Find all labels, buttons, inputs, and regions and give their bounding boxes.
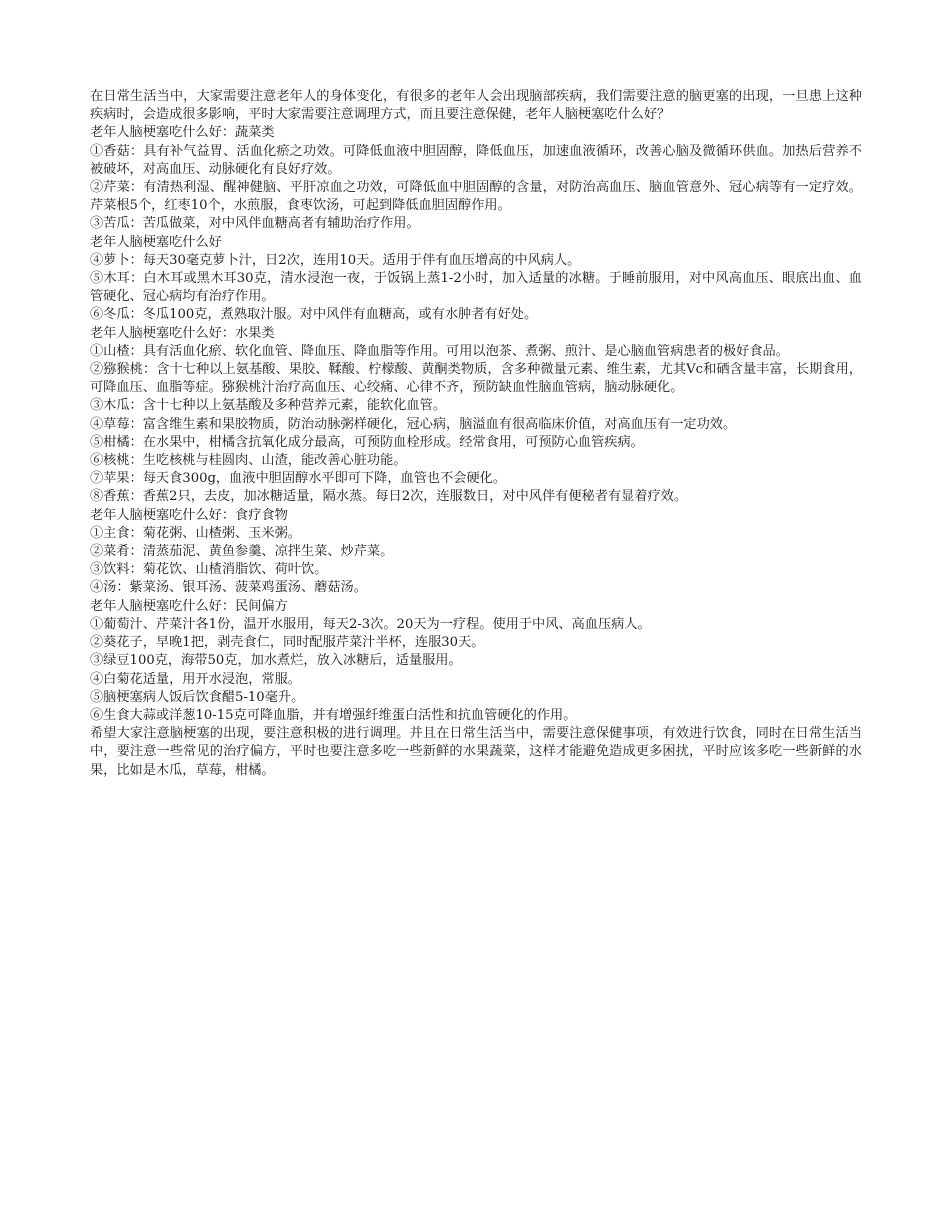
section-heading-diet-therapy: 老年人脑梗塞吃什么好：食疗食物 bbox=[90, 507, 288, 523]
list-item: ⑥冬瓜：冬瓜100克，煮熟取汁服。对中风伴有血糖高，或有水肿者有好处。 bbox=[90, 307, 538, 323]
list-item: ⑤木耳：白木耳或黑木耳30克，清水浸泡一夜，于饭锅上蒸1-2小时，加入适量的冰糖。于睡前服用，对中风高血压、眼底出血、血管硬化、冠心病均有治疗作用。 bbox=[90, 271, 862, 305]
intro-paragraph: 在日常生活当中，大家需要注意老年人的身体变化，有很多的老年人会出现脑部疾病，我们需要注意的脑更塞的出现，一旦患上这种疾病时，会造成很多影响，平时大家需要注意调理方式，而且要注意保健，老年人脑梗塞吃什么好？ bbox=[90, 89, 862, 123]
list-item: ①山楂：具有活血化瘀、软化血管、降血压、降血脂等作用。可用以泡茶、煮粥、煎汁、是心脑血管病患者的极好食品。 bbox=[90, 343, 789, 359]
list-item: ①葡萄汁、芹菜汁各1份，温开水服用，每天2-3次。20天为一疗程。使用于中风、高血压病人。 bbox=[90, 616, 651, 632]
list-item: ④白菊花适量，用开水浸泡，常服。 bbox=[90, 671, 301, 687]
section-heading-fruits: 老年人脑梗塞吃什么好：水果类 bbox=[90, 325, 275, 341]
list-item: ⑤柑橘：在水果中，柑橘含抗氧化成分最高，可预防血栓形成。经常食用，可预防心血管疾病。 bbox=[90, 434, 644, 450]
list-item: ⑥生食大蒜或洋葱10-15克可降血脂，并有增强纤维蛋白活性和抗血管硬化的作用。 bbox=[90, 707, 577, 723]
list-item: ③苦瓜：苦瓜做菜，对中风伴血糖高者有辅助治疗作用。 bbox=[90, 216, 420, 232]
section-heading-general: 老年人脑梗塞吃什么好 bbox=[90, 234, 222, 250]
section-heading-folk-remedies: 老年人脑梗塞吃什么好：民间偏方 bbox=[90, 598, 288, 614]
list-item: ②葵花子，早晚1把，剥壳食仁，同时配服芹菜汁半杯，连服30天。 bbox=[90, 635, 485, 651]
conclusion-paragraph: 希望大家注意脑梗塞的出现，要注意积极的进行调理。并且在日常生活当中，需要注意保健事项，有效进行饮食，同时在日常生活当中，要注意一些常见的治疗偏方，平时也要注意多吃一些新鲜的水果蔬菜，这样才能避免造成更多困扰，平时应该多吃一些新鲜的水果，比如是木瓜，草莓，柑橘。 bbox=[90, 726, 862, 778]
list-item: ③木瓜：含十七种以上氨基酸及多种营养元素，能软化血管。 bbox=[90, 398, 447, 414]
section-heading-vegetables: 老年人脑梗塞吃什么好：蔬菜类 bbox=[90, 125, 275, 141]
list-item: ②猕猴桃：含十七种以上氨基酸、果胶、鞣酸、柠檬酸、黄酮类物质，含多种微量元素、维生素，尤其Vc和硒含量丰富，长期食用，可降血压、血脂等症。猕猴桃汁治疗高血压、心绞痛、心律不齐，预防缺血性脑血管病，脑动脉硬化。 bbox=[90, 362, 862, 396]
list-item: ④萝卜：每天30毫克萝卜汁，日2次，连用10天。适用于伴有血压增高的中风病人。 bbox=[90, 252, 581, 268]
document-body bbox=[90, 88, 862, 780]
list-item: ②芹菜：有清热利湿、醒神健脑、平肝凉血之功效，可降低血中胆固醇的含量，对防治高血压、脑血管意外、冠心病等有一定疗效。芹菜根5个，红枣10个，水煎服，食枣饮汤，可起到降低血胆固醇作用。 bbox=[90, 180, 862, 214]
list-item: ①香菇：具有补气益胃、活血化瘀之功效。可降低血液中胆固醇，降低血压，加速血液循环，改善心脑及微循环供血。加热后营养不被破坏，对高血压、动脉硬化有良好疗效。 bbox=[90, 143, 862, 177]
list-item: ⑦苹果：每天食300g，血液中胆固醇水平即可下降，血管也不会硬化。 bbox=[90, 471, 507, 487]
list-item: ④草莓：富含维生素和果胶物质，防治动脉粥样硬化，冠心病，脑溢血有很高临床价值，对高血压有一定功效。 bbox=[90, 416, 737, 432]
list-item: ④汤：紫菜汤、银耳汤、菠菜鸡蛋汤、蘑菇汤。 bbox=[90, 580, 367, 596]
list-item: ①主食：菊花粥、山楂粥、玉米粥。 bbox=[90, 525, 301, 541]
list-item: ③绿豆100克，海带50克，加水煮烂，放入冰糖后，适量服用。 bbox=[90, 653, 462, 669]
list-item: ⑧香蕉：香蕉2只，去皮，加冰糖适量，隔水蒸。每日2次，连服数日，对中风伴有便秘者有显着疗效。 bbox=[90, 489, 688, 505]
list-item: ⑥核桃：生吃核桃与桂圆肉、山渣，能改善心脏功能。 bbox=[90, 453, 407, 469]
list-item: ③饮料：菊花饮、山楂消脂饮、荷叶饮。 bbox=[90, 562, 328, 578]
list-item: ⑤脑梗塞病人饭后饮食醋5-10毫升。 bbox=[90, 689, 305, 705]
list-item: ②菜肴：清蒸茄泥、黄鱼参羹、凉拌生菜、炒芹菜。 bbox=[90, 544, 394, 560]
